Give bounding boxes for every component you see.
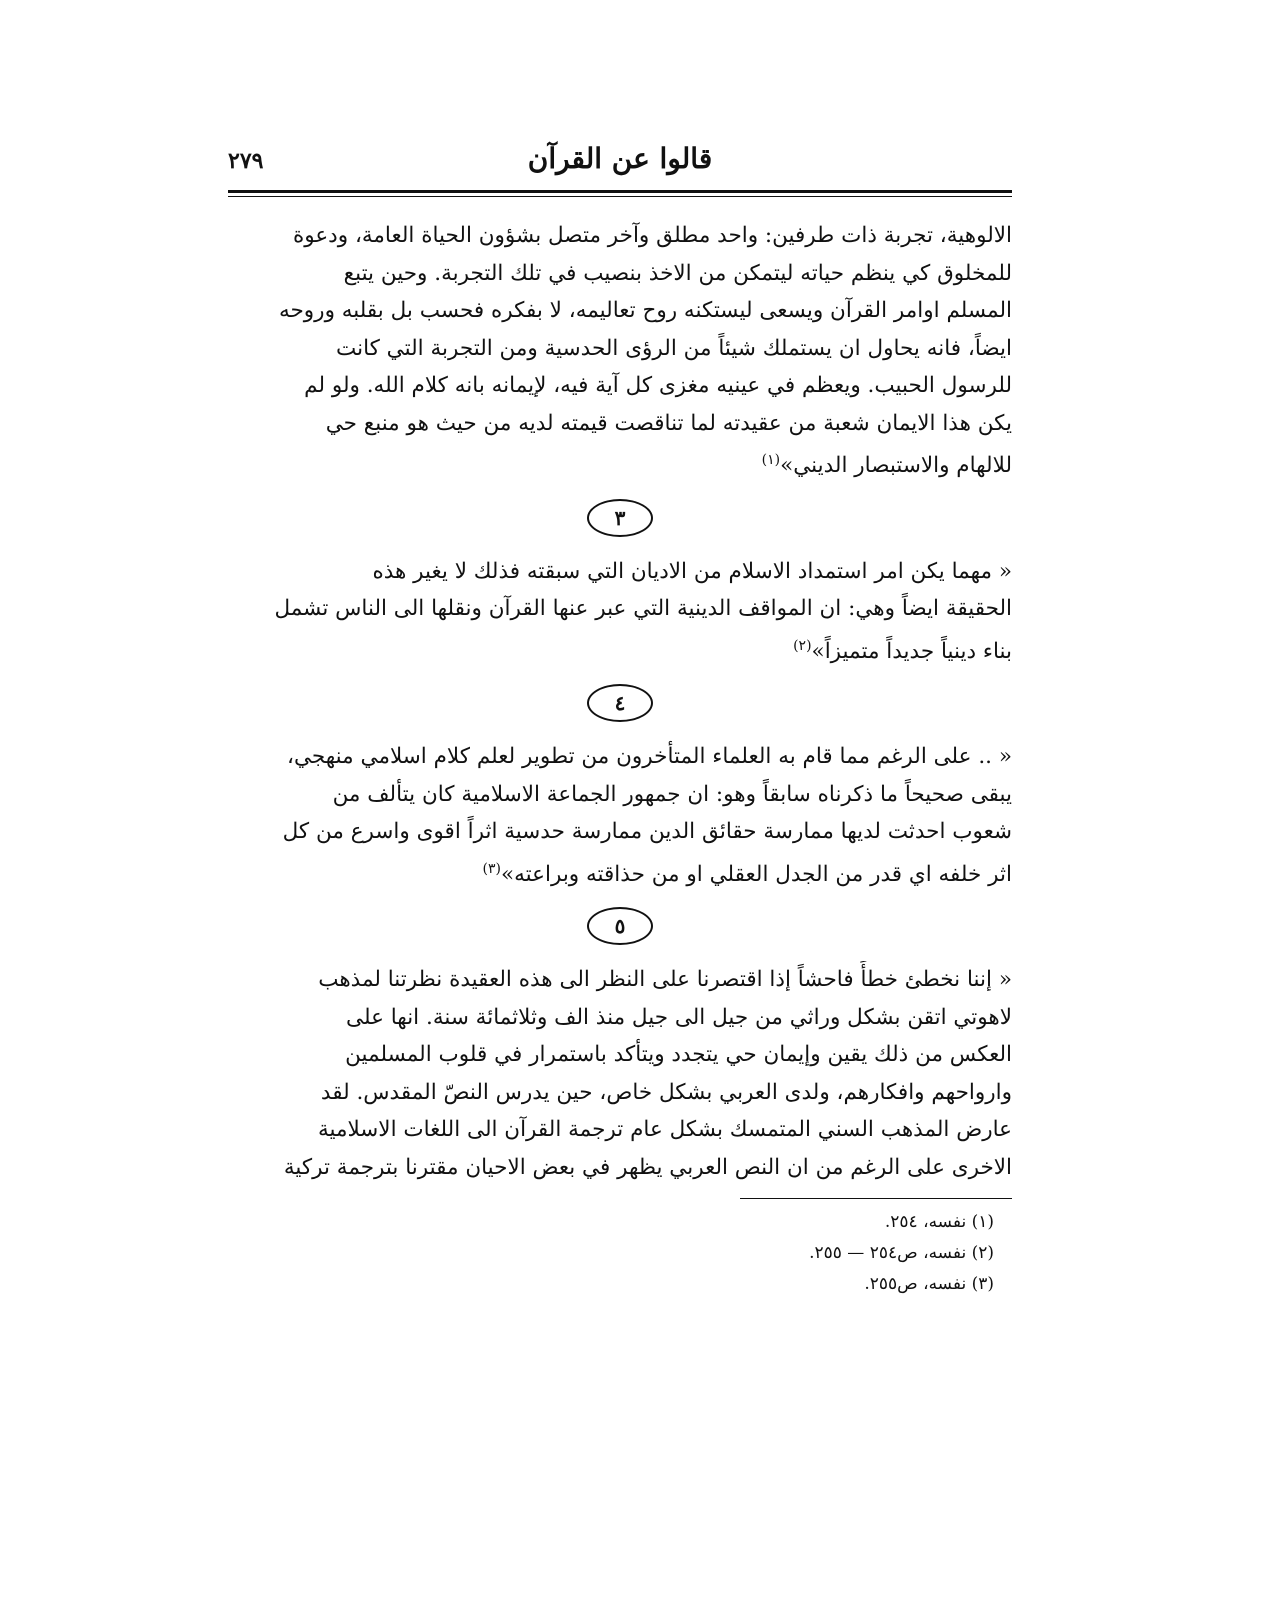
quote-paragraph <box>228 961 1012 1186</box>
text-line: شعوب احدثت لديها ممارسة حقائق الدين ممارسة حدسية اثراً اقوى واسرع من كل <box>282 819 1012 845</box>
text-line: ايضاً، فانه يحاول ان يستملك شيئاً من الرؤى الحدسية ومن التجربة التي كانت <box>335 335 1012 361</box>
section-number-oval: ٤ <box>587 684 653 722</box>
quote-paragraph <box>228 553 1012 671</box>
section-marker-row <box>228 907 1012 947</box>
page-header <box>228 140 1012 186</box>
text-line: العكس من ذلك يقين وإيمان حي يتجدد ويتأكد باستمرار في قلوب المسلمين <box>345 1042 1012 1068</box>
text-line: المسلم اوامر القرآن ويسعى ليستكنه روح تعاليمه، لا بفكره فحسب بل بقلبه وروحه <box>278 298 1012 323</box>
text-line: بناء دينياً جديداً متميزاً» <box>811 638 1012 664</box>
page <box>228 140 1012 1300</box>
text-line: الالوهية، تجربة ذات طرفين: واحد مطلق وآخر متصل بشؤون الحياة العامة، ودعوة <box>292 223 1012 248</box>
section-marker-row <box>228 684 1012 724</box>
text-line-last <box>228 628 1012 671</box>
footnote-ref: (١) <box>761 452 781 468</box>
footnote-separator <box>740 1198 1012 1199</box>
footnote: (٣) نفسه، ص٢٥٥. <box>864 1274 994 1295</box>
footnote-ref: (٢) <box>793 637 812 654</box>
text-line: الحقيقة ايضاً وهي: ان المواقف الدينية التي عبر عنها القرآن ونقلها الى الناس تشمل <box>274 596 1012 622</box>
text-line: اثر خلفه اي قدر من الجدل العقلي او من حذاقته وبراعته» <box>500 861 1012 887</box>
text-line-last <box>228 442 1012 485</box>
section-marker-row <box>228 499 1012 539</box>
text-line: « مهما يكن امر استمداد الاسلام من الاديان التي سبقته فذلك لا يغير هذه <box>372 558 1012 584</box>
text-line: وارواحهم وافكارهم، ولدى العربي بشكل خاص، حين يدرس النصّ المقدس. لقد <box>320 1079 1012 1105</box>
text-line: « إننا نخطئ خطأً فاحشاً إذا اقتصرنا على النظر الى هذه العقيدة نظرتنا لمذهب <box>318 967 1012 993</box>
text-line: « .. على الرغم مما قام به العلماء المتأخرون من تطوير لعلم كلام اسلامي منهجي، <box>287 744 1012 770</box>
header-rule-thick <box>228 190 1012 193</box>
text-line: للالهام والاستبصار الديني» <box>780 453 1012 479</box>
section-number-oval: ٣ <box>587 499 653 537</box>
text-line: يكن هذا الايمان شعبة من عقيدته لما تناقصت قيمته لديه من حيث هو منبع حي <box>325 410 1012 436</box>
text-line-last <box>228 851 1012 894</box>
footnote: (٢) نفسه، ص٢٥٤ — ٢٥٥. <box>809 1243 994 1264</box>
footnote-ref: (٣) <box>482 860 501 877</box>
page-number: ٢٧٩ <box>228 148 264 174</box>
intro-paragraph <box>228 217 1012 485</box>
quote-paragraph <box>228 738 1012 893</box>
text-line: الاخرى على الرغم من ان النص العربي يظهر في بعض الاحيان مقترنا بترجمة تركية <box>283 1154 1012 1180</box>
text-line: عارض المذهب السني المتمسك بشكل عام ترجمة القرآن الى اللغات الاسلامية <box>317 1117 1012 1143</box>
text-line: للمخلوق كي ينظم حياته ليتمكن من الاخذ بنصيب في تلك التجربة. وحين يتبع <box>343 260 1012 286</box>
running-title: قالوا عن القرآن <box>527 142 713 175</box>
header-rule-thin <box>228 196 1012 197</box>
text-line: للرسول الحبيب. ويعظم في عينيه مغزى كل آية فيه، لإيمانه بانه كلام الله. ولو لم <box>304 373 1012 398</box>
text-line: لاهوتي اتقن بشكل وراثي من جيل الى جيل منذ الف وثلاثمائة سنة. انها على <box>346 1004 1012 1030</box>
footnote: (١) نفسه، ٢٥٤. <box>884 1212 994 1233</box>
section-number-oval: ٥ <box>587 907 653 945</box>
text-line: يبقى صحيحاً ما ذكرناه سابقاً وهو: ان جمهور الجماعة الاسلامية كان يتألف من <box>332 781 1012 807</box>
